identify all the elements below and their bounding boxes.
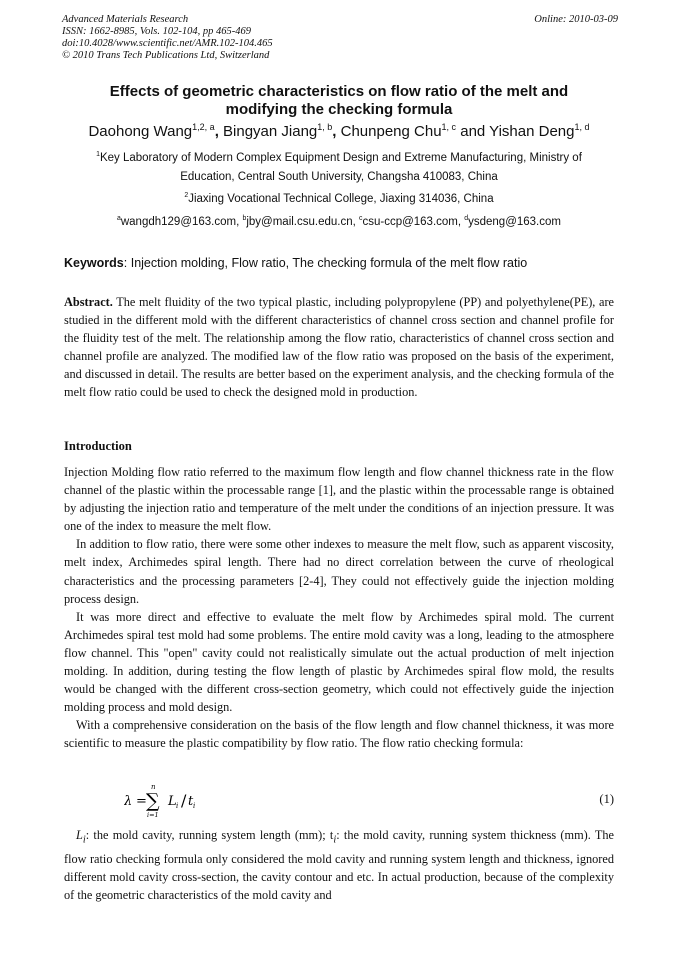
paragraph: Injection Molding flow ratio referred to the maximum flow length and flow channel thickness rate in the flow channel of the plastic within the processable range [1], and the plastic within the processable range is obtained by adjusting the injection ratio and temperature of the melt under the conditions of an injection pressure. It was one of the index to measure the melt flow. (64, 465, 614, 534)
explanation-part-2: : the mold cavity, running system thickness (mm). The flow ratio checking formula only considered the mold cavity and running system length and thickness, ignored different mold cavity cross-section, the cavity contour and etc. In actual production, because of the complexity of the geometric characteristics of the mold cavity and (64, 828, 614, 902)
email-sup: b (242, 215, 247, 223)
abstract-text: The melt fluidity of the two typical plastic, including polypropylene (PP) and polyethylene(PE), are studied in the different mold with the different characteristics of channel cross section and channel profile for the fluidity test of the melt. The relationship among the flow ratio, characteristics of channel cross section and channel profile are analyzed. The modified law of the flow ratio was proposed on the basis of the experiment, and discussed in detail. The results are better based on the experiment analysis, and the checking formula of the melt flow ratio could be used to check the designed mold in production. (64, 295, 614, 400)
email-address[interactable]: csu-ccp@163.com (362, 216, 458, 228)
author-sup: 1,2, a (192, 122, 215, 132)
author-sep: and (456, 123, 490, 140)
email-address[interactable]: ysdeng@163.com (468, 216, 561, 228)
author-name: Yishan Deng (489, 123, 575, 140)
formula-L: L (168, 794, 177, 809)
issn-line: ISSN: 1662-8985, Vols. 102-104, pp 465-469 (62, 26, 251, 37)
formula-t-sub: i (193, 802, 196, 810)
formula-sigma: ∑ (146, 790, 160, 812)
aff-line: Education, Central South University, Changsha 410083, China (180, 171, 498, 183)
formula-equals: = (136, 794, 147, 809)
author-list (40, 123, 638, 141)
journal-name: Advanced Materials Research (62, 14, 189, 25)
doi-line: doi:10.4028/www.scientific.net/AMR.102-104.465 (62, 38, 273, 49)
email-sup: c (359, 215, 363, 223)
email-address[interactable]: jby@mail.csu.edu.cn (246, 216, 353, 228)
paragraph: It was more direct and effective to evaluate the melt flow by Archimedes spiral mold. The current Archimedes spiral test mold had some problems. The entire mold cavity was a long, leading to the atmosphere flow channel. This "open" cavity could not realistically simulate out the actual production of melt injection molding. In addition, during testing the flow length of plastic by Archimedes spiral flow mold, the results would be changed with the different cross-section geometry, which could not effectively guide the injection molding process and mold design. (64, 609, 614, 715)
affiliation-2 (50, 190, 628, 209)
explanation-part-1: : the mold cavity, running system length (mm); t (85, 828, 334, 842)
formula-upper: n (151, 783, 156, 791)
formula-t: t (188, 794, 194, 809)
abstract-label: Abstract. (64, 295, 113, 309)
flow-ratio-formula (124, 780, 244, 820)
equation-number: (1) (599, 792, 614, 806)
author-sup: 1, d (574, 122, 590, 132)
keywords-text: Injection molding, Flow ratio, The checking formula of the melt flow ratio (130, 256, 528, 270)
email-list (40, 216, 638, 228)
aff-sup: 2 (184, 192, 189, 200)
author-name: Chunpeng Chu (340, 123, 442, 140)
aff-line: Jiaxing Vocational Technical College, Jiaxing 314036, China (188, 193, 494, 205)
author-name: Bingyan Jiang (223, 123, 318, 140)
paragraph (64, 826, 614, 904)
section-heading-introduction: Introduction (64, 439, 132, 453)
email-sep: , (457, 216, 465, 228)
var-L: L (76, 828, 83, 842)
email-sup: d (464, 215, 469, 223)
formula-slash: / (181, 791, 187, 810)
copyright-line: © 2010 Trans Tech Publications Ltd, Switzerland (62, 50, 270, 61)
keywords-label: Keywords (64, 256, 124, 270)
var-t-sub: i (333, 834, 337, 846)
author-sep: , (214, 123, 224, 140)
formula-L-sub: i (176, 802, 179, 810)
var-L-sub: i (82, 834, 86, 846)
keywords-line (64, 256, 624, 270)
author-sup: 1, c (441, 122, 457, 132)
title-line-1: Effects of geometric characteristics on flow ratio of the melt and (109, 83, 569, 100)
paragraph: In addition to flow ratio, there were some other indexes to measure the melt flow, such as apparent viscosity, melt index, Archimedes spiral length. There had no direct correlation between the curve of rheological characteristics and the processing parameters [2-4], They could not effectively guide the injection molding process design. (64, 537, 614, 606)
paper-title (40, 83, 638, 119)
author-name: Daohong Wang (88, 123, 193, 140)
formula-explanation (64, 826, 614, 904)
online-date: Online: 2010-03-09 (534, 14, 618, 25)
title-line-2: modifying the checking formula (225, 101, 453, 118)
author-sup: 1, b (317, 122, 333, 132)
aff-line: Key Laboratory of Modern Complex Equipment Design and Extreme Manufacturing, Ministry of (99, 152, 582, 164)
journal-header (62, 14, 618, 62)
equation-1 (64, 780, 614, 820)
keywords-sep: : (123, 256, 128, 270)
abstract (64, 293, 614, 402)
paragraph: With a comprehensive consideration on the basis of the flow length and flow channel thickness, it was more scientific to measure the plastic compatibility by flow ratio. The flow ratio checking formula: (64, 718, 614, 751)
formula-lambda: λ (124, 794, 133, 809)
formula-lower: i=1 (147, 811, 159, 819)
author-sep: , (332, 123, 341, 140)
email-sep: , (352, 216, 360, 228)
affiliation-1 (50, 149, 628, 187)
email-sup: a (117, 215, 121, 223)
email-address[interactable]: wangdh129@163.com (120, 216, 237, 228)
aff-sup: 1 (96, 151, 100, 159)
introduction-body (64, 463, 614, 753)
email-sep: , (236, 216, 243, 228)
